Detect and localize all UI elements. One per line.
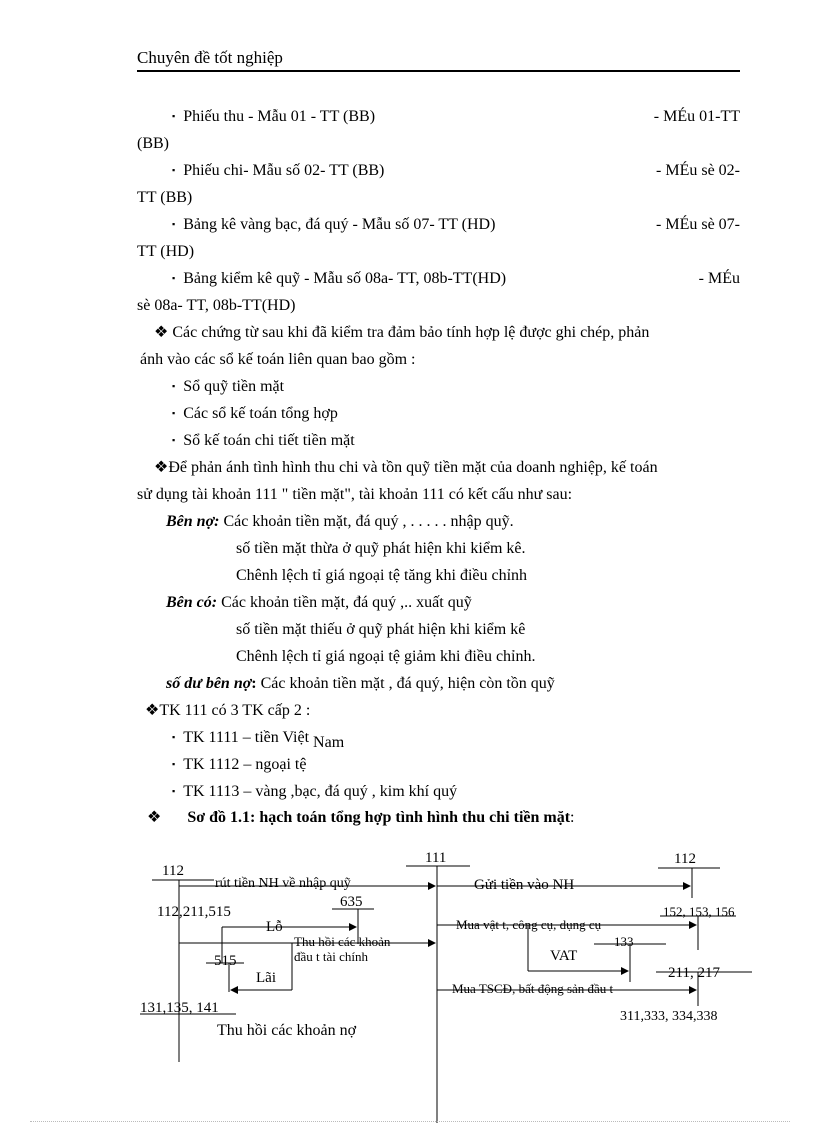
- bullet-icon: ▪: [172, 273, 176, 283]
- bullet-icon: ▪: [172, 408, 176, 418]
- paragraph-line: ❖ Các chứng từ sau khi đã kiểm tra đảm bảo tính hợp lệ được ghi chép, phản: [154, 324, 650, 341]
- diamond-bullet-icon: ❖: [147, 809, 162, 826]
- list-item: ▪ Phiếu thu - Mẫu 01 - TT (BB): [172, 108, 376, 125]
- paragraph-line: sử dụng tài khoản 111 " tiền mặt", tài khoản 111 có kết cấu như sau:: [137, 486, 573, 503]
- list-item: ▪ Phiếu chi- Mẫu số 02- TT (BB): [172, 162, 385, 179]
- form-code: - MÉu sè 07-: [656, 216, 740, 233]
- bullet-icon: ▪: [172, 786, 176, 796]
- list-item: ▪ TK 1112 – ngoại tệ: [172, 756, 307, 773]
- balance-label: số dư bên nợ: [166, 675, 252, 692]
- label-withdraw: rút tiền NH về nhập quỹ: [215, 876, 351, 891]
- label-gain: Lãi: [256, 970, 276, 986]
- list-item: ▪ TK 1113 – vàng ,bạc, đá quý , kim khí quý: [172, 783, 458, 800]
- credit-label: Bên có:: [166, 594, 218, 611]
- list-item: ▪ Sổ kế toán chi tiết tiền mặt: [172, 432, 355, 449]
- acc-133: 133: [614, 934, 634, 949]
- acc-group-debt: 131,135, 141: [140, 1000, 219, 1016]
- acc-group-payables: 311,333, 334,338: [620, 1009, 718, 1024]
- list-item: ▪ Bảng kê vàng bạc, đá quý - Mẫu số 07- TT (HD): [172, 216, 496, 233]
- paragraph-line: ❖Để phản ánh tình hình thu chi và tồn quỹ tiền mặt của doanh nghiệp, kế toán: [154, 459, 658, 476]
- acc-112-right: 112: [674, 851, 696, 867]
- credit-line: Chênh lệch tỉ giá ngoại tệ giảm khi điều chỉnh.: [236, 648, 536, 665]
- form-code: - MÉu 01-TT: [653, 108, 740, 125]
- form-code: - MÉu sè 02-: [656, 162, 740, 179]
- credit-line: Bên có: Các khoản tiền mặt, đá quý ,.. xuất quỹ: [166, 594, 472, 611]
- label-recover-invest-1: Thu hồi các khoản: [294, 934, 391, 949]
- label-recover-debt: Thu hồi các khoản nợ: [217, 1022, 357, 1039]
- label-loss: Lỗ: [266, 919, 283, 935]
- bullet-icon: ▪: [172, 219, 176, 229]
- paragraph-line: ❖TK 111 có 3 TK cấp 2 :: [145, 702, 311, 719]
- list-item: ▪ Bảng kiểm kê quỹ - Mẫu số 08a- TT, 08b-TT(HD): [172, 270, 507, 287]
- acc-635: 635: [340, 894, 363, 910]
- acc-515: 515: [214, 953, 237, 969]
- form-code-cont: sè 08a- TT, 08b-TT(HD): [137, 297, 296, 314]
- bullet-icon: ▪: [172, 435, 176, 445]
- label-recover-invest-2: đầu t tài chính: [294, 949, 369, 964]
- bullet-icon: ▪: [172, 381, 176, 391]
- acc-group-left: 112,211,515: [157, 904, 231, 920]
- form-code-cont: TT (HD): [137, 243, 195, 260]
- bullet-icon: ▪: [172, 165, 176, 175]
- acc-111: 111: [425, 850, 447, 866]
- acc-group-materials: 152, 153, 156: [663, 904, 735, 919]
- diamond-bullet-icon: ❖: [154, 459, 169, 476]
- list-item: ▪ Các sổ kế toán tổng hợp: [172, 405, 338, 422]
- bullet-icon: ▪: [172, 732, 176, 742]
- bullet-icon: ▪: [172, 759, 176, 769]
- label-buy-assets: Mua TSCĐ, bất động sản đầu t: [452, 981, 614, 996]
- diamond-bullet-icon: ❖: [145, 702, 160, 719]
- page-header-title: Chuyên đề tốt nghiệp: [137, 48, 283, 67]
- debit-line: Bên nợ: Các khoản tiền mặt, đá quý , . . . . . nhập quỹ.: [166, 513, 514, 530]
- paragraph-line: ánh vào các sổ kế toán liên quan bao gồm :: [140, 351, 416, 368]
- acc-group-assets: 211, 217: [668, 965, 720, 981]
- label-deposit: Gửi tiền vào NH: [474, 877, 575, 893]
- debit-label: Bên nợ:: [166, 513, 220, 530]
- form-code-cont: TT (BB): [137, 189, 193, 206]
- balance-line: số dư bên nợ: Các khoản tiền mặt , đá quý, hiện còn tồn quỹ: [166, 675, 555, 692]
- footer-divider: [30, 1121, 790, 1122]
- bullet-icon: ▪: [172, 111, 176, 121]
- form-code-cont: (BB): [137, 135, 169, 152]
- diagram-title: ❖ Sơ đồ 1.1: hạch toán tổng hợp tình hình thu chi tiền mặt:: [147, 809, 575, 826]
- acc-112-left: 112: [162, 863, 184, 879]
- list-item: ▪ TK 1111 – tiền Việt Nam: [172, 729, 345, 751]
- diamond-bullet-icon: ❖: [154, 324, 169, 341]
- credit-line: số tiền mặt thiếu ở quỹ phát hiện khi kiểm kê: [236, 621, 526, 638]
- debit-line: số tiền mặt thừa ở quỹ phát hiện khi kiểm kê.: [236, 540, 526, 557]
- label-vat: VAT: [550, 948, 578, 964]
- form-code: - MÉu: [698, 270, 740, 287]
- label-buy-materials: Mua vật t, công cụ, dụng cụ: [456, 917, 602, 932]
- list-item: ▪ Sổ quỹ tiền mặt: [172, 378, 285, 395]
- debit-line: Chênh lệch tỉ giá ngoại tệ tăng khi điều chỉnh: [236, 567, 528, 584]
